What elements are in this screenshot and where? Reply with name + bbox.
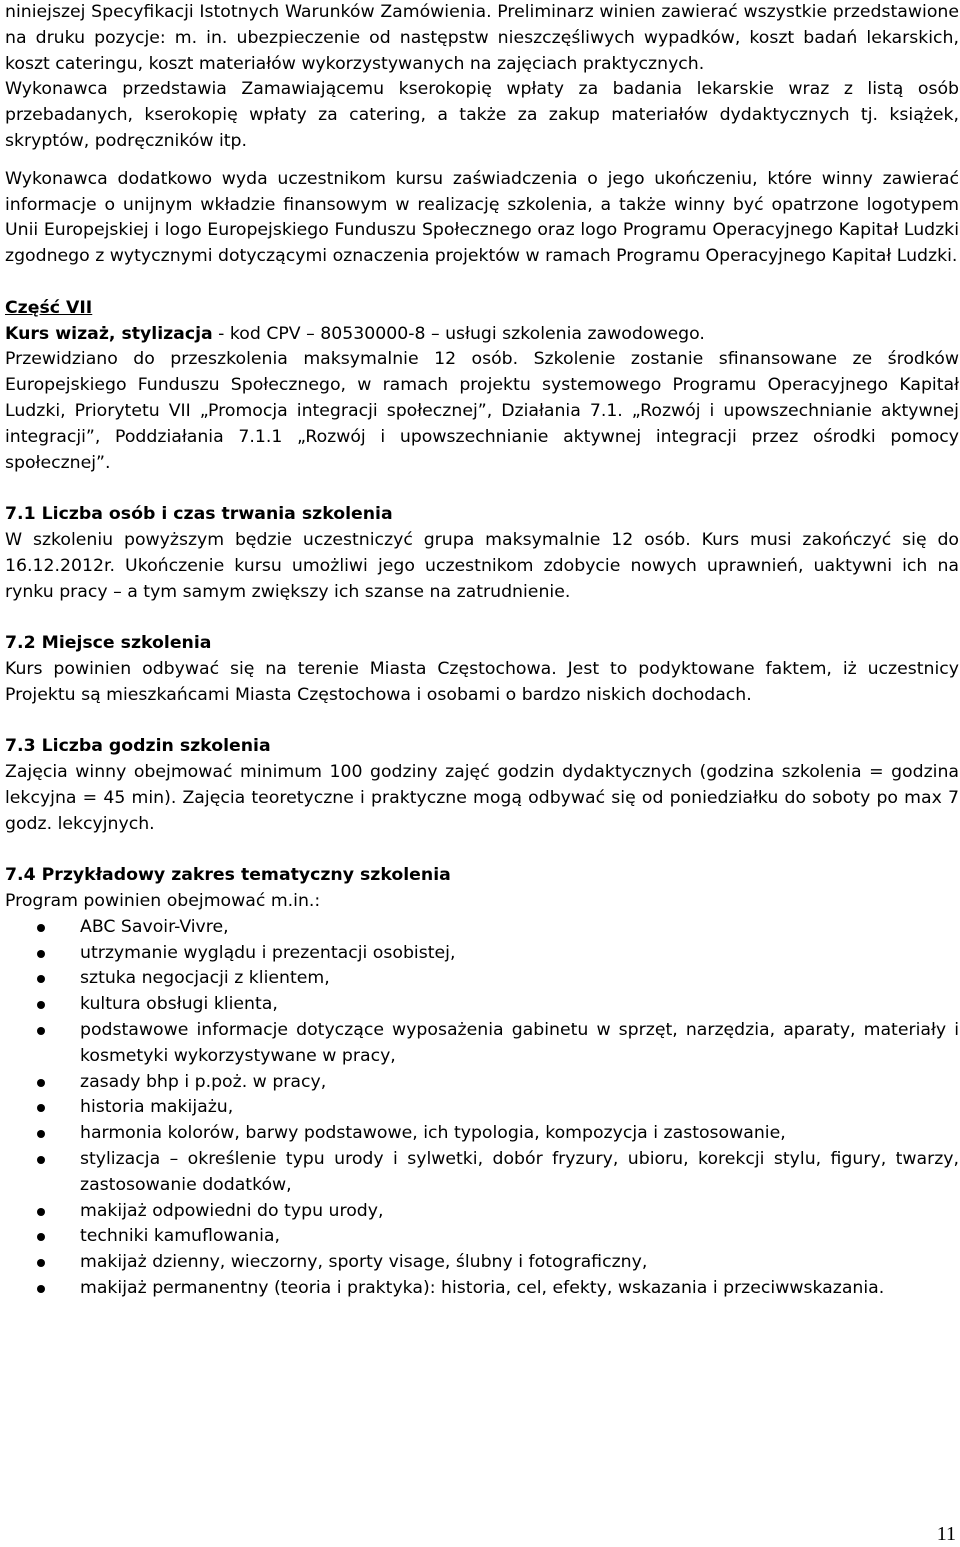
list-item: historia makijażu,	[5, 1095, 959, 1121]
spacer	[5, 476, 959, 502]
section-7-2-heading: 7.2 Miejsce szkolenia	[5, 633, 212, 654]
spacer	[5, 270, 959, 296]
intro-paragraph-2: Wykonawca przedstawia Zamawiającemu kserokopię wpłaty za badania lekarskie wraz z listą osób przebadanych, kserokopię wpłaty za catering, a także za zakup materiałów dydaktycznych tj. książek, skryptów, podręczników itp.	[5, 79, 959, 151]
part-title: Część VII	[5, 297, 93, 318]
section-7-4-intro: Program powinien obejmować m.in.:	[5, 891, 321, 912]
document-page	[5, 0, 959, 1302]
list-item: makijaż dzienny, wieczorny, sporty visage, ślubny i fotograficzny,	[5, 1250, 959, 1276]
list-item: makijaż odpowiedni do typu urody,	[5, 1199, 959, 1225]
part-subject	[5, 322, 959, 348]
list-item: zasady bhp i p.poż. w pracy,	[5, 1070, 959, 1096]
list-item: kultura obsługi klienta,	[5, 992, 959, 1018]
part-subject-name: Kurs wizaż, stylizacja	[5, 323, 213, 344]
section-7-2-text: Kurs powinien odbywać się na terenie Miasta Częstochowa. Jest to podyktowane faktem, iż uczestnicy Projektu są mieszkańcami Miasta Częstochowa i osobami o bardzo niskich dochodach.	[5, 658, 959, 705]
page-number: 11	[936, 1523, 956, 1545]
part-description: Przewidziano do przeszkolenia maksymalnie 12 osób. Szkolenie zostanie sfinansowane ze środków Europejskiego Funduszu Społecznego, w ramach projektu systemowego Programu Operacyjnego Kapitał Ludzki, Priorytetu VII „Promocja integracji społecznej”, Działania 7.1. „Rozwój i upowszechnianie aktywnej integracji”, Poddziałania 7.1.1 „Rozwój i upowszechnianie aktywnej integracji przez ośrodki pomocy społecznej”.	[5, 349, 959, 473]
intro-paragraph-1: niniejszej Specyfikacji Istotnych Warunków Zamówienia. Preliminarz winien zawierać wszystkie przedstawione na druku pozycje: m. in. ubezpieczenie od następstw nieszczęśliwych wypadków, koszt badań lekarskich, koszt cateringu, koszt materiałów wykorzystywanych na zajęciach praktycznych.	[5, 2, 959, 74]
section-7-3-heading: 7.3 Liczba godzin szkolenia	[5, 736, 271, 757]
list-item: stylizacja – określenie typu urody i sylwetki, dobór fryzury, ubioru, korekcji stylu, figury, twarzy, zastosowanie dodatków,	[5, 1147, 959, 1199]
list-item: utrzymanie wyglądu i prezentacji osobistej,	[5, 941, 959, 967]
list-item: sztuka negocjacji z klientem,	[5, 966, 959, 992]
section-7-3-text: Zajęcia winny obejmować minimum 100 godziny zajęć godzin dydaktycznych (godzina szkolenia = godzina lekcyjna = 45 min). Zajęcia teoretyczne i praktyczne mogą odbywać się od poniedziałku do soboty po max 7 godz. lekcyjnych.	[5, 762, 959, 834]
section-7-1-text: W szkoleniu powyższym będzie uczestniczyć grupa maksymalnie 12 osób. Kurs musi zakończyć się do 16.12.2012r. Ukończenie kursu umożliwi jego uczestnikom zdobycie nowych uprawnień, uaktywni ich na rynku pracy – a tym samym zwiększy ich szanse na zatrudnienie.	[5, 529, 959, 602]
topics-list	[5, 915, 959, 1302]
list-item: techniki kamuflowania,	[5, 1224, 959, 1250]
part-subject-cpv: - kod CPV – 80530000-8 – usługi szkolenia zawodowego.	[212, 323, 705, 344]
list-item: ABC Savoir-Vivre,	[5, 915, 959, 941]
spacer	[5, 155, 959, 167]
list-item: podstawowe informacje dotyczące wyposażenia gabinetu w sprzęt, narzędzia, aparaty, materiały i kosmetyki wykorzystywane w pracy,	[5, 1018, 959, 1070]
section-7-1-heading: 7.1 Liczba osób i czas trwania szkolenia	[5, 504, 393, 525]
intro-paragraph-3: Wykonawca dodatkowo wyda uczestnikom kursu zaświadczenia o jego ukończeniu, które winny zawierać informacje o unijnym wkładzie finansowym w realizację szkolenia, a także winny być opatrzone logotypem Unii Europejskiej i logo Europejskiego Funduszu Społecznego oraz logo Programu Operacyjnego Kapitał Ludzki zgodnego z wytycznymi dotyczącymi oznaczenia projektów w ramach Programu Operacyjnego Kapitał Ludzki.	[5, 168, 959, 267]
spacer	[5, 605, 959, 631]
list-item: makijaż permanentny (teoria i praktyka): historia, cel, efekty, wskazania i przeciwwskazania.	[5, 1276, 959, 1302]
list-item: harmonia kolorów, barwy podstawowe, ich typologia, kompozycja i zastosowanie,	[5, 1121, 959, 1147]
spacer	[5, 838, 959, 864]
section-7-4-heading: 7.4 Przykładowy zakres tematyczny szkolenia	[5, 865, 451, 886]
spacer	[5, 709, 959, 735]
